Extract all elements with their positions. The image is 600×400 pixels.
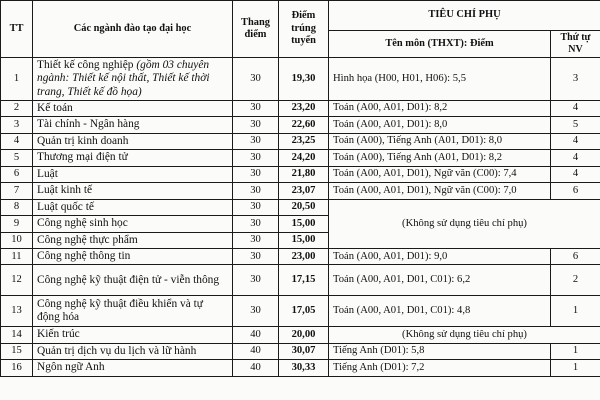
cell-tt: 15	[1, 343, 33, 359]
cell-scale: 30	[233, 265, 279, 296]
cell-major: Tài chính - Ngân hàng	[33, 117, 233, 133]
cell-tt: 5	[1, 150, 33, 166]
cell-score: 30,33	[279, 360, 329, 376]
header-tt: TT	[1, 1, 33, 58]
cell-major: Công nghệ thực phẩm	[33, 232, 233, 248]
cell-score: 22,60	[279, 117, 329, 133]
cell-scale: 30	[233, 133, 279, 149]
cell-order: 1	[551, 296, 600, 327]
cell-score: 23,07	[279, 183, 329, 199]
cell-scale: 30	[233, 150, 279, 166]
cell-score: 20,00	[279, 327, 329, 343]
table-row	[1, 166, 600, 182]
cell-order: 3	[551, 57, 600, 100]
header-row-top	[1, 1, 600, 31]
cell-tt: 1	[1, 57, 33, 100]
cell-tt: 11	[1, 249, 33, 265]
cell-no-criteria: (Không sử dụng tiêu chí phụ)	[329, 199, 600, 248]
cell-major: Công nghệ thông tin	[33, 249, 233, 265]
cell-subject: Toán (A00, A01, D01): 8,0	[329, 117, 551, 133]
cell-subject: Toán (A00, A01, D01, C01): 6,2	[329, 265, 551, 296]
table-row	[1, 183, 600, 199]
cell-order: 1	[551, 343, 600, 359]
table-row	[1, 100, 600, 116]
table-row	[1, 150, 600, 166]
cell-tt: 6	[1, 166, 33, 182]
cell-scale: 30	[233, 216, 279, 232]
cell-major: Luật	[33, 166, 233, 182]
cell-tt: 4	[1, 133, 33, 149]
cell-scale: 30	[233, 166, 279, 182]
major-note: (gồm 03 chuyên ngành: Thiết kế nội thất, Thiết kế thời trang, Thiết kế đồ họa)	[37, 58, 210, 98]
major-name: Thiết kế công nghiệp	[37, 58, 134, 71]
table-row	[1, 249, 600, 265]
cell-score: 30,07	[279, 343, 329, 359]
cell-tt: 16	[1, 360, 33, 376]
cell-score: 19,30	[279, 57, 329, 100]
cell-major: Quản trị kinh doanh	[33, 133, 233, 149]
cell-scale: 30	[233, 296, 279, 327]
cell-major: Kiến trúc	[33, 327, 233, 343]
cell-subject: Toán (A00), Tiếng Anh (A01, D01): 8,2	[329, 150, 551, 166]
table-row	[1, 360, 600, 376]
cell-scale: 30	[233, 183, 279, 199]
cell-order: 6	[551, 183, 600, 199]
cell-subject: Hình họa (H00, H01, H06): 5,5	[329, 57, 551, 100]
table-row	[1, 133, 600, 149]
cell-tt: 3	[1, 117, 33, 133]
header-major: Các ngành đào tạo đại học	[33, 1, 233, 58]
cell-tt: 8	[1, 199, 33, 215]
cell-score: 15,00	[279, 232, 329, 248]
cell-score: 17,05	[279, 296, 329, 327]
table-row	[1, 265, 600, 296]
cell-tt: 10	[1, 232, 33, 248]
cell-scale: 40	[233, 327, 279, 343]
cell-subject: Tiếng Anh (D01): 7,2	[329, 360, 551, 376]
table-row	[1, 343, 600, 359]
cell-scale: 30	[233, 199, 279, 215]
cell-subject: Toán (A00, A01, D01): 9,0	[329, 249, 551, 265]
header-subject: Tên môn (THXT): Điểm	[329, 31, 551, 58]
cell-major: Luật quốc tế	[33, 199, 233, 215]
cell-major: Công nghệ kỹ thuật điều khiển và tự động hóa	[33, 296, 233, 327]
cell-subject: Toán (A00, A01, D01), Ngữ văn (C00): 7,0	[329, 183, 551, 199]
cell-order: 5	[551, 117, 600, 133]
cell-score: 23,25	[279, 133, 329, 149]
cell-order: 4	[551, 150, 600, 166]
header-order: Thứ tự NV	[551, 31, 600, 58]
cell-scale: 30	[233, 249, 279, 265]
header-criteria: TIÊU CHÍ PHỤ	[329, 1, 600, 31]
cell-subject: Toán (A00, A01, D01), Ngữ văn (C00): 7,4	[329, 166, 551, 182]
cell-subject: Toán (A00, A01, D01): 8,2	[329, 100, 551, 116]
table-row	[1, 57, 600, 100]
cell-subject: Toán (A00), Tiếng Anh (A01, D01): 8,0	[329, 133, 551, 149]
cell-score: 21,80	[279, 166, 329, 182]
cell-score: 23,00	[279, 249, 329, 265]
cell-scale: 40	[233, 360, 279, 376]
cell-tt: 2	[1, 100, 33, 116]
cell-order: 1	[551, 360, 600, 376]
cell-order: 4	[551, 100, 600, 116]
cell-order: 4	[551, 166, 600, 182]
cell-scale: 30	[233, 57, 279, 100]
cell-scale: 30	[233, 117, 279, 133]
cell-major: Quản trị dịch vụ du lịch và lữ hành	[33, 343, 233, 359]
cell-order: 6	[551, 249, 600, 265]
cell-score: 15,00	[279, 216, 329, 232]
cell-major: Công nghệ kỹ thuật điện tử - viễn thông	[33, 265, 233, 296]
cell-tt: 13	[1, 296, 33, 327]
cell-scale: 30	[233, 232, 279, 248]
cell-tt: 14	[1, 327, 33, 343]
cell-subject: Tiếng Anh (D01): 5,8	[329, 343, 551, 359]
cell-scale: 30	[233, 100, 279, 116]
cell-order: 2	[551, 265, 600, 296]
cell-score: 23,20	[279, 100, 329, 116]
table-row	[1, 296, 600, 327]
cell-order: 4	[551, 133, 600, 149]
table-row	[1, 327, 600, 343]
table-row	[1, 117, 600, 133]
cell-subject: Toán (A00, A01, D01, C01): 4,8	[329, 296, 551, 327]
cell-scale: 40	[233, 343, 279, 359]
table-row	[1, 199, 600, 215]
cell-major: Luật kinh tế	[33, 183, 233, 199]
cell-major: Kế toán	[33, 100, 233, 116]
cell-major: Ngôn ngữ Anh	[33, 360, 233, 376]
cell-tt: 9	[1, 216, 33, 232]
cell-no-criteria: (Không sử dụng tiêu chí phụ)	[329, 327, 600, 343]
header-score: Điểm trúng tuyển	[279, 1, 329, 58]
cell-tt: 12	[1, 265, 33, 296]
header-scale: Thang điểm	[233, 1, 279, 58]
cell-score: 24,20	[279, 150, 329, 166]
cell-tt: 7	[1, 183, 33, 199]
cell-score: 20,50	[279, 199, 329, 215]
cell-score: 17,15	[279, 265, 329, 296]
cell-major: Thương mại điện tử	[33, 150, 233, 166]
cell-major	[33, 57, 233, 100]
cell-major: Công nghệ sinh học	[33, 216, 233, 232]
